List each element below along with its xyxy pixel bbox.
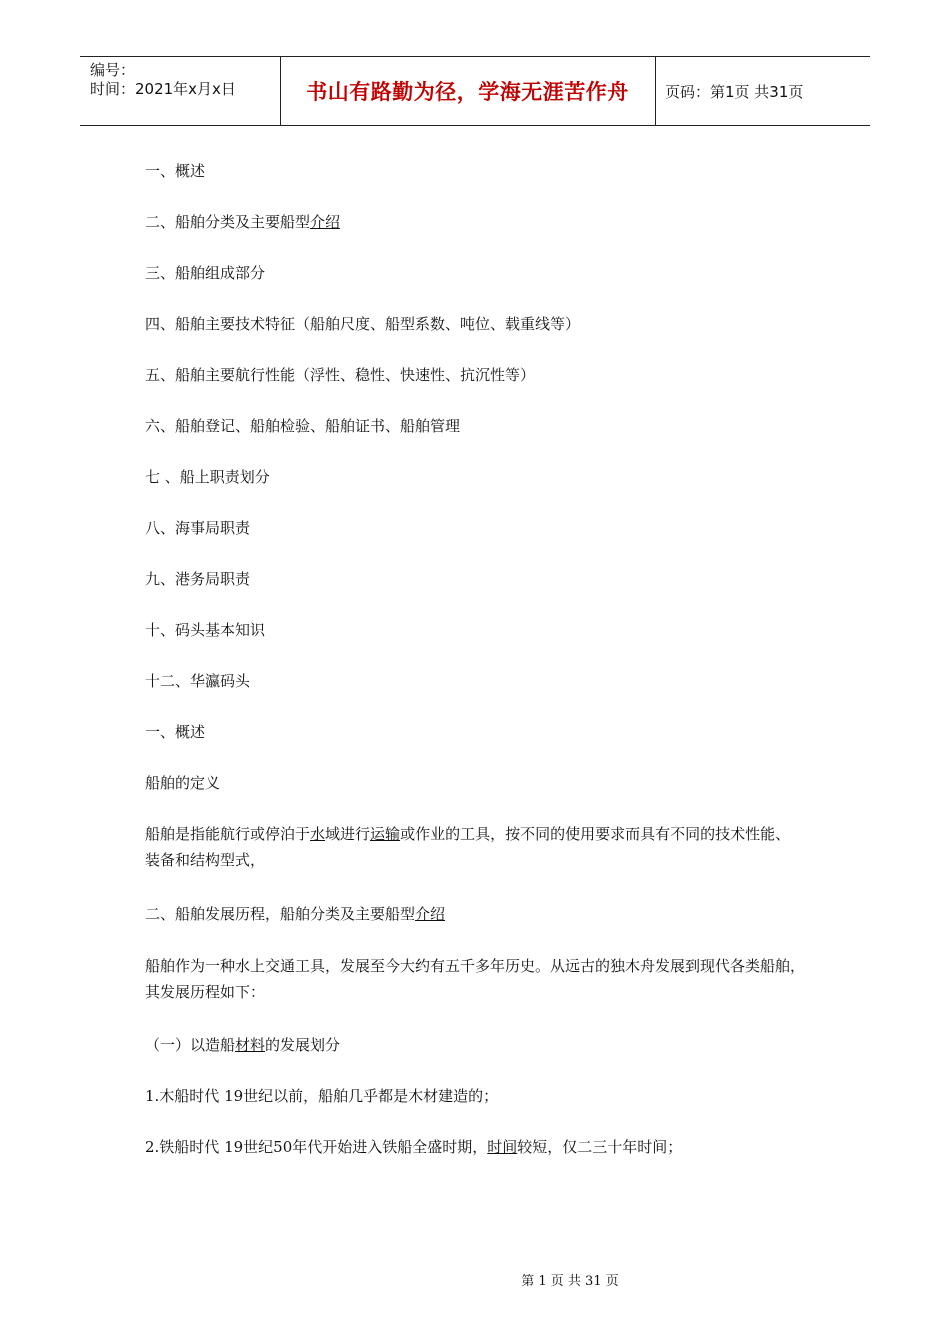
inline-link[interactable]: 水 [310,825,326,843]
list-item: 2.铁船时代 19世纪50年代开始进入铁船全盛时期，时间较短，仅二三十年时间； [145,1138,683,1156]
inline-link[interactable]: 介绍 [415,905,446,923]
inline-link[interactable]: 运输 [370,825,401,843]
toc-item: 三、船舶组成部分 [145,264,266,282]
header-divider [655,57,656,125]
toc-item: 七 、船上职责划分 [145,468,270,486]
page-header [80,56,870,126]
toc-item: 八、海事局职责 [145,519,251,537]
page-footer: 第 1 页 共 31 页 [521,1274,619,1289]
history-paragraph: 船舶作为一种水上交通工具，发展至今大约有五千多年历史。从远古的独木舟发展到现代各类船舶，其发展历程如下： [145,957,806,1001]
header-meta [90,61,236,99]
toc-link[interactable]: 介绍 [310,213,341,231]
document-date: 时间：2021年x月x日 [90,80,236,98]
document-number: 编号： [90,61,136,79]
toc-item: 二、船舶分类及主要船型介绍 [145,213,341,231]
header-page-number: 页码：第1页 共31页 [665,82,804,101]
toc-item: 一、概述 [145,162,206,180]
toc-item: 六、船舶登记、船舶检验、船舶证书、船舶管理 [145,417,461,435]
section-title: 二、船舶发展历程，船舶分类及主要船型介绍 [145,905,446,923]
toc-item: 四、船舶主要技术特征（船舶尺度、船型系数、吨位、载重线等） [145,315,581,333]
definition-paragraph: 船舶是指能航行或停泊于水域进行运输或作业的工具，按不同的使用要求而具有不同的技术性能、装备和结构型式， [145,825,791,869]
subsection-title: （一）以造船材料的发展划分 [145,1036,341,1054]
list-item: 1.木船时代 19世纪以前，船舶几乎都是木材建造的； [145,1087,499,1105]
toc-item: 十、码头基本知识 [145,621,266,639]
toc-item: 十二、华瀛码头 [145,672,251,690]
inline-link[interactable]: 时间 [487,1138,518,1156]
toc-item: 五、船舶主要航行性能（浮性、稳性、快速性、抗沉性等） [145,366,536,384]
header-motto: 书山有路勤为径，学海无涯苦作舟 [306,80,629,104]
definition-title: 船舶的定义 [145,774,221,792]
section-title: 一、概述 [145,723,206,741]
inline-link[interactable]: 材料 [235,1036,266,1054]
toc-item: 九、港务局职责 [145,570,251,588]
